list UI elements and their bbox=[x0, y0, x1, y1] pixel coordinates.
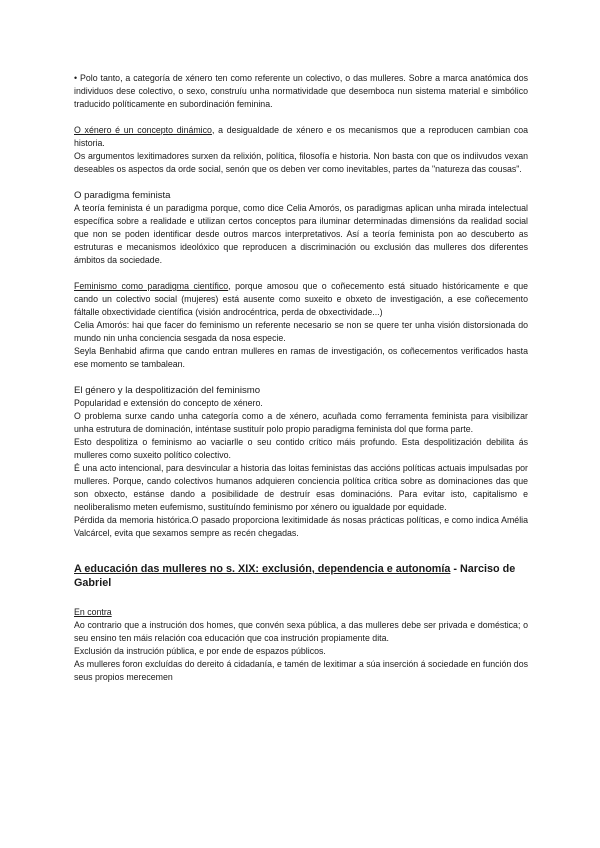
concepto-dinamico-paragraph bbox=[74, 124, 528, 150]
document-page bbox=[74, 72, 528, 684]
cientifico-paragraph bbox=[74, 280, 528, 319]
argumentos-paragraph: Os argumentos lexitimadores surxen da relixión, política, filosofía e historia. Non basta con que os indiivudos vexan deseables os aspectos da orde social, senón que os deben ver como inevitables, partes da "natureza das cousas". bbox=[74, 151, 528, 174]
benhabib-paragraph: Seyla Benhabid afirma que cando entran mulleres en ramas de investigación, os coñecementos verificados hasta ese momento se tambalean. bbox=[74, 346, 528, 369]
amoros-paragraph: Celia Amorós: hai que facer do feminismo un referente necesario se non se quere ter unha visión distorsionada do mundo nin unha conciencia sesgada da nosa especie. bbox=[74, 320, 528, 343]
educacion-title-main: A educación das mulleres no s. XIX: exclusión, dependencia e autonomía bbox=[74, 563, 451, 575]
despolitiza-paragraph: Esto despolitiza o feminismo ao vaciarlle o seu contido crítico máis profundo. Esta despolitización debilita ás mulleres como suxeito político colectivo. bbox=[74, 437, 528, 460]
en-contra-subheading: En contra bbox=[74, 607, 112, 617]
concepto-dinamico-lead: O xénero é un concepto dinámico bbox=[74, 125, 212, 135]
exclusion-line: Exclusión da instrución pública, e por ende de espazos públicos. bbox=[74, 646, 326, 656]
concepto-dinamico-rest: , a desigualdade de xénero e os mecanismos que a reproducen cambian coa historia. bbox=[74, 125, 528, 148]
despolitizacion-heading: El género y la despolitización del feminismo bbox=[74, 385, 261, 396]
educacion-title bbox=[74, 562, 528, 590]
popularidad-line: Popularidad e extensión do concepto de xénero. bbox=[74, 398, 263, 408]
intro-paragraph: • Polo tanto, a categoría de xénero ten como referente un colectivo, o das mulleres. Sobre a marca anatómica dos individuos dese colectivo, o sexo, construíu unha normatividade que desemboca nun sistema material e simbólico traducido políticamente en subordinación feminina. bbox=[74, 73, 528, 109]
educacion-title-author: - Narciso de Gabriel bbox=[74, 563, 516, 589]
paradigma-heading: O paradigma feminista bbox=[74, 190, 171, 201]
cientifico-rest: , porque amosou que o coñecemento está situado históricamente e que cando un colectivo social (mujeres) está ausente como suxeito e obxeto de investigación, a ese coñecemento fáltalle obxectividade científica (visión androcéntrica, perda de obxectividade...) bbox=[74, 281, 528, 317]
instrucion-paragraph: Ao contrario que a instrución dos homes, que convén sexa pública, a das mulleres debe ser privada e doméstica; o seu ensino ten máis relación coa educación que coa instrución propiamente dita. bbox=[74, 620, 528, 643]
cidadania-paragraph: As mulleres foron excluídas do dereito á cidadanía, e tamén de lexitimar a súa inserción á sociedade en función dos seus propios merecemen bbox=[74, 659, 528, 682]
problema-paragraph: O problema surxe cando unha categoría como a de xénero, acuñada como ferramenta feminista para visibilizar unha estrutura de dominación, inténtase sustituír polo propio paradigma feminista dol que forma parte. bbox=[74, 411, 528, 434]
paradigma-paragraph: A teoría feminista é un paradigma porque, como dice Celia Amorós, os paradigmas aplican unha mirada intelectual específica sobre a realidade e utilizan certos conceptos para iluminar determinadas dimensións da realidad social que non se poden identificar desde outros marcos interpretativos. Así a teoría feminista pon ao descuberto as estruturas e mecanismos ideolóxico que reproducen a discriminación ou exclusión das mulleres dos diferentes ámbitos da sociedade. bbox=[74, 203, 528, 265]
cientifico-lead: Feminismo como paradigma científico bbox=[74, 281, 229, 291]
memoria-historica-paragraph: Pérdida da memoria histórica.O pasado proporciona lexitimidade ás nosas prácticas políticas, e como indica Amélia Valcárcel, evita que sexamos sempre as recén chegadas. bbox=[74, 515, 528, 538]
acto-intencional-paragraph: É una acto intencional, para desvincular a historia das loitas feministas das accións políticas actuais impulsadas por mulleres. Porque, cando colectivos humanos adquieren conciencia política crítica sobre as dominaciones das que son obxecto, estánse dando a posibilidade de destruír esas dominacións. Para evitar isto, capitalismo e neoliberalismo meten eufemismo, sustituíndo feminismo por xénero ou igualdade por equidade. bbox=[74, 463, 528, 512]
